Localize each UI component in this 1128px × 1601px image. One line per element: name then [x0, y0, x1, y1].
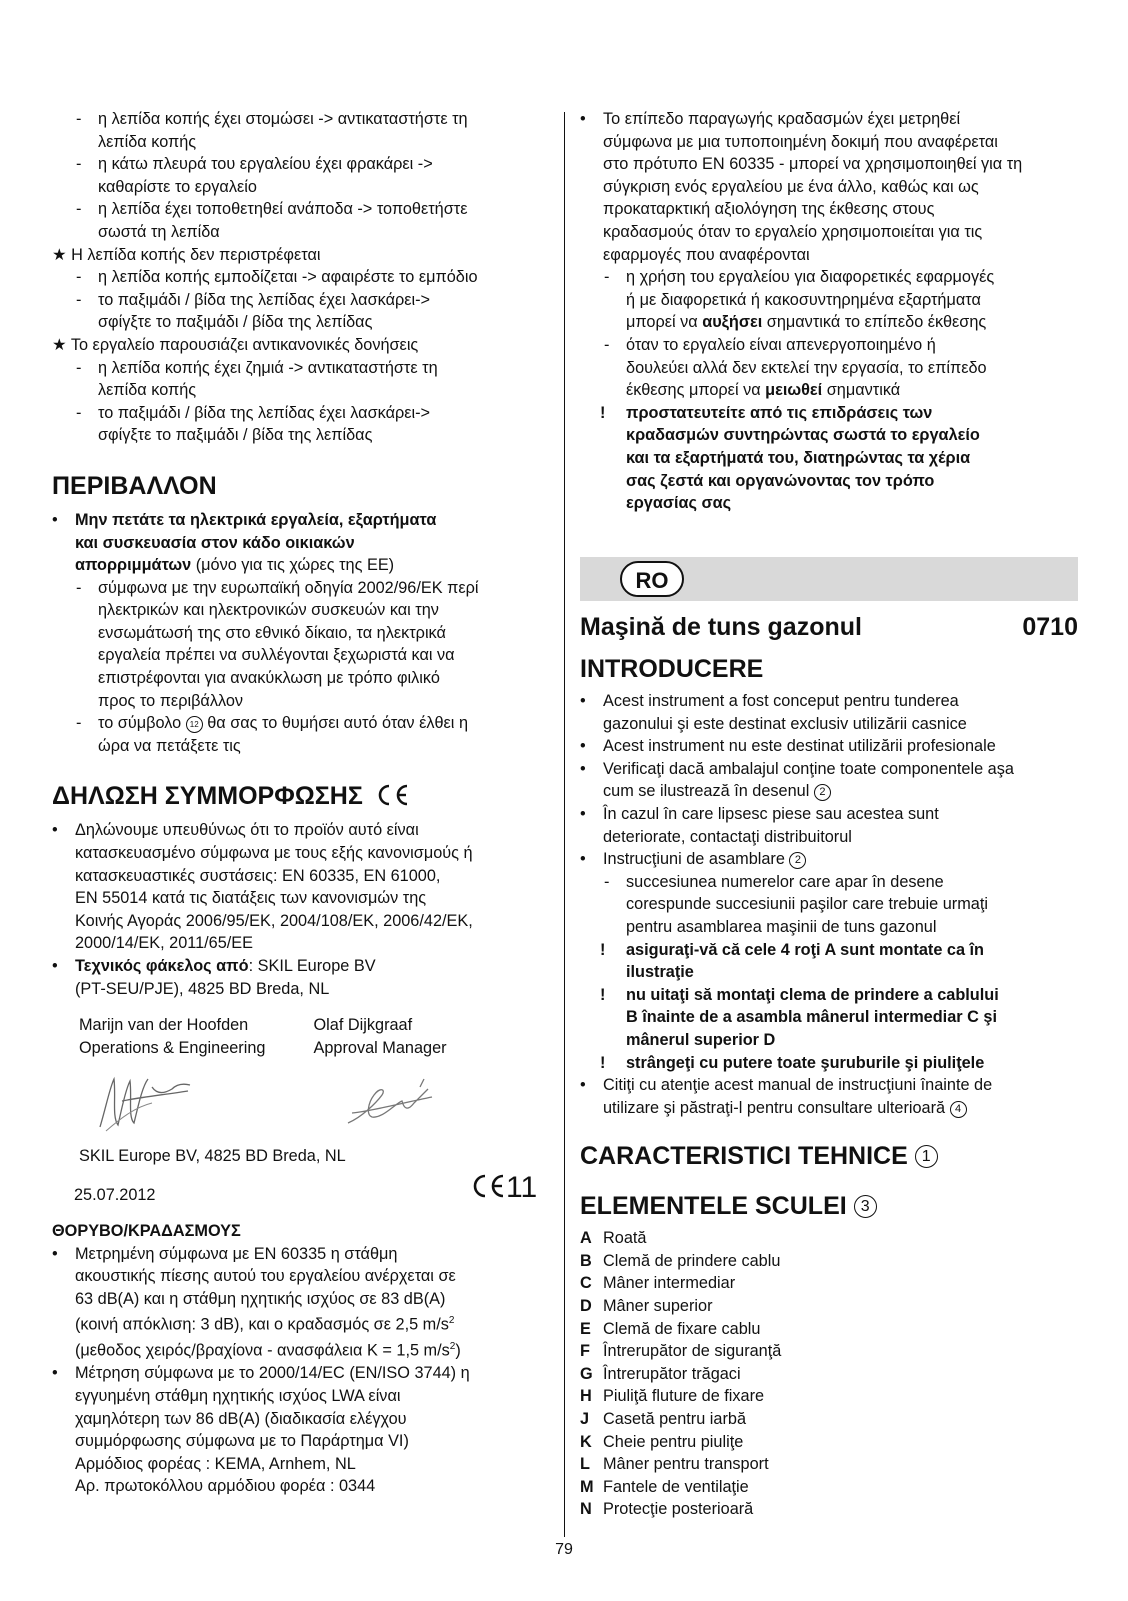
element-label: Mâner superior [603, 1297, 713, 1316]
intro-text: Instrucţiuni de asamblare [603, 850, 790, 869]
text-line: το παξιμάδι / βίδα της λεπίδας έχει λασκάρει-> [98, 403, 431, 422]
text-line: ηλεκτρικών και ηλεκτρονικών συσκευών και την [98, 601, 439, 620]
dash-marker: - [76, 290, 82, 309]
company-address: SKIL Europe BV, 4825 BD Breda, NL [79, 1147, 346, 1166]
symbol-ref-12: 12 [186, 716, 203, 733]
assembly-warning-1: ! asiguraţi-vă că cele 4 roţi A sunt montate ca în ilustraţie [600, 940, 984, 982]
env-note: (μόνο για τις χώρες της ΕΕ) [191, 556, 395, 575]
technical-file-label: Τεχνικός φάκελος από [75, 957, 249, 975]
text-line: καθαρίστε το εργαλείο [98, 177, 257, 196]
troubleshoot-item [52, 198, 548, 243]
element-letter: C [580, 1274, 592, 1293]
vibration-sub-1: - η χρήση του εργαλείου για διαφορετικές εφαρμογές ή με διαφορετικά ή κακοσυντηρημένα εξαρτήματα μπορεί να αυξήσει σημαντικά το επίπεδο έκθεσης [604, 268, 995, 332]
text-line: εργαλεία πρέπει να συλλέγονται ξεχωριστά και να [98, 646, 455, 665]
vibration-line: σημαντικά [822, 381, 901, 400]
text-line: Μετρημένη σύμφωνα με EN 60335 η στάθμη [75, 1244, 398, 1263]
text-line: În cazul în care lipsesc piese sau acestea sunt [603, 804, 939, 823]
vibration-line: σημαντικά το επίπεδο έκθεσης [762, 313, 987, 332]
text-line: Δηλώνουμε υπευθύνως ότι το προϊόν αυτό είναι [75, 821, 419, 840]
text-line: επιστρέφονται για ανακύκλωση με τρόπο φιλικό [98, 669, 440, 688]
superscript: 2 [448, 1315, 455, 1327]
environment-sub-1: - σύμφωνα με την ευρωπαϊκή οδηγία 2002/96/ΕΚ περί ηλεκτρικών και ηλεκτρονικών συσκευών και την ενσωμάτωσή της στο εθνικό δίκαιο, τα ηλεκτρικά εργαλεία πρέπει να συλλέγονται ξεχωριστά και να επιστρέφονται για ανακύκλωση με τρόπο φιλικό προς το περιβάλλον [76, 578, 479, 710]
ce-mark-icon [374, 784, 410, 806]
declaration-bullet: • Δηλώνουμε υπευθύνως ότι το προϊόν αυτό είναι κατασκευασμένο σύμφωνα με τους εξής κανονισμούς ή κατασκευαστικές συστάσεις: EN 60335, EN 61000, EN 55014 κατά τις διατάξεις των κανονισμών της Κοινής Αγοράς 2006/95/ΕΚ, 2004/108/ΕΚ, 2006/42/ΕΚ, 2000/14/ΕΚ, 2011/65/ΕΕ [52, 821, 473, 953]
troubleshoot-item [52, 357, 548, 402]
specs-title: CARACTERISTICI TEHNICE [580, 1142, 915, 1171]
text-line: κραδασμών συντηρώντας σωστά το εργαλείο [626, 426, 980, 445]
intro-bullet: • Citiţi cu atenţie acest manual de instrucţiuni înainte de utilizare şi păstraţi-l pentru consultare ulterioară 4 [580, 1076, 993, 1117]
declaration-heading [52, 781, 548, 811]
element-letter: A [580, 1229, 592, 1248]
env-symbol-text: θα σας το θυμήσει αυτό όταν έλθει η [202, 714, 469, 733]
element-item [580, 1318, 1078, 1341]
element-item [580, 1476, 1078, 1499]
element-label: Roată [603, 1229, 647, 1248]
vibration-emphasis: αυξήσει [702, 313, 763, 332]
signatories [79, 1014, 548, 1059]
figure-ref-2: 2 [814, 784, 831, 801]
signatory-2-name: Olaf Dijkgraaf [313, 1016, 413, 1035]
text-line: Αρμόδιος φορέας : KEMA, Arnhem, NL [75, 1454, 356, 1473]
element-letter: J [580, 1410, 590, 1429]
text-line: Αρ. πρωτοκόλλου αρμόδιου φορέα : 0344 [75, 1477, 376, 1496]
text-line: κραδασμούς όταν το εργαλείο χρησιμοποιείται για τις [603, 222, 983, 241]
intro-text: Verificaţi dacă ambalajul conţine toate componentele aşa [603, 759, 1014, 778]
text-line: προκαταρκτική αξιολόγηση της έκθεσης στους [603, 200, 935, 219]
text-line: pentru asamblarea maşinii de tuns gazonul [626, 917, 937, 936]
environment-heading: ΠΕΡΙΒΑΛΛΟΝ [52, 471, 217, 500]
element-letter: H [580, 1387, 592, 1406]
signatory-2-role: Approval Manager [313, 1038, 447, 1057]
text-line: σφίγξτε το παξιμάδι / βίδα της λεπίδας [98, 313, 373, 332]
element-letter: F [580, 1342, 590, 1361]
env-bold-line: απορριμμάτων [75, 556, 192, 575]
vibration-emphasis: μειωθεί [765, 381, 823, 400]
element-label: Întrerupător trăgaci [603, 1364, 741, 1383]
warning-text: strângeţi cu putere toate şuruburile şi piuliţele [626, 1053, 985, 1072]
element-label: Întrerupător de siguranţă [603, 1342, 782, 1361]
noise-line: (κοινή απόκλιση: 3 dB), και ο κραδασμός σε 2,5 m/s [75, 1315, 449, 1334]
troubleshoot-list-c [52, 357, 548, 447]
assembly-warning-2: ! nu uitaţi să montaţi clema de prindere a cablului B înainte de a asambla mânerul intermediar C şi mânerul superior D [600, 985, 999, 1049]
element-letter: G [580, 1364, 593, 1383]
troubleshoot-item [52, 289, 548, 334]
dash-marker: - [76, 200, 82, 219]
element-item [580, 1385, 1078, 1408]
text-line: nu uitaţi să montaţi clema de prindere a cablului [626, 985, 999, 1004]
figure-ref-1: 1 [915, 1145, 938, 1168]
text-line: ilustraţie [626, 963, 694, 982]
product-title: Maşină de tuns gazonul [580, 613, 862, 641]
text-line: gazonului şi este destinat exclusiv utilizării casnice [603, 714, 967, 733]
element-letter: L [580, 1455, 590, 1474]
signature-area [52, 1059, 548, 1145]
date-row [52, 1170, 548, 1214]
left-column [52, 108, 548, 1498]
vibration-line: δουλεύει αλλά δεν εκτελεί την εργασία, το επίπεδο [626, 358, 987, 377]
vibration-line: όταν το εργαλείο είναι απενεργοποιημένο ή [626, 335, 936, 354]
intro-bullet: • Instrucţiuni de asamblare 2 [580, 848, 1078, 871]
assembly-warning-3: ! strângeţi cu putere toate şuruburile şi piuliţele [580, 1052, 1078, 1075]
env-bold-line: και συσκευασία στον κάδο οικιακών [75, 533, 355, 552]
signatory-1-role: Operations & Engineering [79, 1038, 266, 1057]
noise-line: ) [455, 1341, 461, 1360]
intro-text: utilizare şi păstraţi-l pentru consultare ulterioară [603, 1098, 950, 1117]
noise-heading: ΘΟΡΥΒΟ/ΚΡΑΔΑΣΜΟΥΣ [52, 1221, 241, 1240]
vibration-line: ή με διαφορετικά ή κακοσυντηρημένα εξαρτήματα [626, 290, 981, 309]
element-label: Mâner intermediar [603, 1274, 736, 1293]
right-column [580, 108, 1078, 515]
intro-sub: - succesiunea numerelor care apar în desene corespunde succesiunii paşilor care trebuie urmaţi pentru asamblarea maşinii de tuns gazonul [604, 872, 988, 936]
dash-marker: - [76, 110, 82, 128]
symptom-abnormal-vibration: ★ Το εργαλείο παρουσιάζει αντικανονικές δονήσεις [52, 335, 419, 354]
text-line: η λεπίδα κοπής έχει στομώσει -> αντικαταστήστε τη [98, 110, 468, 128]
element-label: Clemă de prindere cablu [603, 1251, 781, 1270]
element-item [580, 1272, 1078, 1295]
text-line: mânerul superior D [626, 1030, 776, 1049]
environment-sub-2: - το σύμβολο 12 θα σας το θυμήσει αυτό όταν έλθει η ώρα να πετάξετε τις [76, 714, 469, 755]
superscript: 2 [449, 1341, 456, 1353]
text-line: εφαρμογές που αναφέρονται [603, 245, 810, 264]
noise-bullet-1: • Μετρημένη σύμφωνα με EN 60335 η στάθμη ακουστικής πίεσης αυτού του εργαλείου ανέρχεται σε 63 dB(A) και η στάθμη ηχητικής ισχύος σε 83 dB(A) (κοινή απόκλιση: 3 dB), και ο κραδασμός σε 2,5 $m/s^2$ (μεθοδος χειρός/βραχίονα - ανασφάλεια K = 1,5 $m/s^2$) [52, 1244, 461, 1360]
element-label: Casetă pentru iarbă [603, 1410, 747, 1429]
element-item [580, 1227, 1078, 1250]
column-divider [564, 112, 565, 1537]
language-band [580, 557, 1078, 601]
element-letter: N [580, 1500, 592, 1519]
environment-bullet: • Μην πετάτε τα ηλεκτρικά εργαλεία, εξαρτήματα και συσκευασία στον κάδο οικιακών απορριμμάτων (μόνο για τις χώρες της ΕΕ) [52, 510, 437, 575]
text-line: deteriorate, contactaţi distribuitorul [603, 827, 852, 846]
ce-year: 11 [506, 1170, 538, 1204]
introduction-heading: INTRODUCERE [580, 655, 764, 683]
troubleshoot-item [52, 266, 548, 289]
intro-text: Citiţi cu atenţie acest manual de instrucţiuni înainte de [603, 1076, 993, 1095]
text-line: 2000/14/ΕΚ, 2011/65/ΕΕ [75, 934, 254, 953]
text-line: προστατευτείτε από τις επιδράσεις των [626, 403, 933, 422]
text-line: corespunde succesiunii paşilor care trebuie urmaţi [626, 895, 988, 914]
dash-marker: - [76, 268, 82, 287]
text-line: η λεπίδα έχει τοποθετηθεί ανάποδα -> τοποθετήστε [98, 200, 468, 219]
signature-1-image [92, 1067, 202, 1137]
language-badge: RO [620, 561, 684, 597]
vibration-warning: ! προστατευτείτε από τις επιδράσεις των κραδασμών συντηρώντας σωστά το εργαλείο και τα εξαρτήματά του, διατηρώντας τα χέρια σας ζεστά και οργανώνοντας τον τρόπο εργασίας σας [600, 403, 980, 513]
element-item [580, 1340, 1078, 1363]
text-line: συμμόρφωσης σύμφωνα με το Παράρτημα VI) [75, 1432, 409, 1451]
product-title-row [580, 612, 1078, 642]
text-line: σύμφωνα με την ευρωπαϊκή οδηγία 2002/96/ΕΚ περί [98, 578, 479, 597]
symptom-blade-not-rotating: ★ Η λεπίδα κοπής δεν περιστρέφεται [52, 245, 321, 264]
ce-mark-icon [470, 1174, 506, 1198]
env-symbol-text: ώρα να πετάξετε τις [98, 736, 241, 755]
text-line: EN 55014 κατά τις διατάξεις των κανονισμών της [75, 889, 427, 908]
text-line: στο πρότυπο EN 60335 - μπορεί να χρησιμοποιηθεί για τη [603, 155, 1023, 174]
text-line: λεπίδα κοπής [98, 381, 197, 400]
text-line: κατασκευαστικές συστάσεις: EN 60335, EN 61000, [75, 866, 441, 885]
element-item [580, 1408, 1078, 1431]
text-line: Το επίπεδο παραγωγής κραδασμών έχει μετρηθεί [603, 110, 961, 128]
element-label: Mâner pentru transport [603, 1455, 769, 1474]
technical-file-bullet: • Τεχνικός φάκελος από: SKIL Europe BV (PT-SEU/PJE), 4825 BD Breda, NL [52, 957, 376, 998]
text-line: succesiunea numerelor care apar în desene [626, 872, 944, 891]
element-letter: K [580, 1432, 592, 1451]
text-line: κατασκευασμένο σύμφωνα με τους εξής κανονισμούς ή [75, 844, 473, 863]
text-line: asiguraţi-vă că cele 4 roţi A sunt montate ca în [626, 940, 984, 959]
signature-2-image [342, 1073, 442, 1133]
intro-bullet: • Verificaţi dacă ambalajul conţine toate componentele aşa cum se ilustrează în desenul 2 [580, 759, 1014, 801]
troubleshoot-list-a [52, 108, 548, 244]
troubleshoot-list-b [52, 266, 548, 334]
intro-bullet: • În cazul în care lipsesc piese sau acestea sunt deteriorate, contactaţi distribuitorul [580, 804, 939, 846]
element-letter: B [580, 1251, 592, 1270]
text-line: εργασίας σας [626, 494, 732, 513]
element-label: Clemă de fixare cablu [603, 1319, 761, 1338]
element-letter: M [580, 1477, 594, 1496]
text-line: σας ζεστά και οργανώνοντας τον τρόπο [626, 471, 935, 490]
element-letter: D [580, 1297, 592, 1316]
text-line: B înainte de a asambla mânerul intermediar C şi [626, 1008, 997, 1027]
text-line: σύμφωνα με μια τυποποιημένη δοκιμή που αναφέρεται [603, 132, 998, 151]
text-line: η λεπίδα κοπής εμποδίζεται -> αφαιρέστε το εμπόδιο [98, 268, 478, 287]
element-item [580, 1453, 1078, 1476]
element-item [580, 1363, 1078, 1386]
text-line: και τα εξαρτήματά του, διατηρώντας τα χέρια [626, 448, 971, 467]
declaration-date: 25.07.2012 [74, 1185, 156, 1204]
right-column-ro [580, 612, 1078, 1521]
ce-mark-year [470, 1170, 538, 1204]
figure-ref-2: 2 [789, 852, 806, 869]
element-item [580, 1431, 1078, 1454]
specs-heading [580, 1141, 1078, 1171]
elements-title: ELEMENTELE SCULEI [580, 1192, 854, 1221]
text-line: Acest instrument a fost conceput pentru tunderea [603, 692, 959, 710]
text-line: προς το περιβάλλον [98, 691, 244, 710]
element-letter: E [580, 1319, 591, 1338]
element-item [580, 1498, 1078, 1521]
env-symbol-text: το σύμβολο [98, 714, 186, 733]
text-line: λεπίδα κοπής [98, 132, 197, 151]
declaration-title: ΔΗΛΩΣΗ ΣΥΜΜΟΡΦΩΣΗΣ [52, 782, 363, 811]
figure-ref-4: 4 [950, 1101, 967, 1118]
vibration-bullet: • Το επίπεδο παραγωγής κραδασμών έχει μετρηθεί σύμφωνα με μια τυποποιημένη δοκιμή που αναφέρεται στο πρότυπο EN 60335 - μπορεί να χρησιμοποιηθεί για τη σύγκριση ενός εργαλείου με ένα άλλο, καθώς και ως προκαταρκτική αξιολόγηση της έκθεσης στους κραδασμούς όταν το εργαλείο χρησιμοποιείται για τις εφαρμογές που αναφέρονται [580, 110, 1023, 264]
text-line: η κάτω πλευρά του εργαλείου έχει φρακάρει -> [98, 155, 433, 174]
product-code: 0710 [1022, 613, 1078, 641]
dash-marker: - [76, 358, 82, 377]
intro-text: cum se ilustrează în desenul [603, 782, 814, 801]
vibration-line: έκθεσης μπορεί να [626, 381, 766, 400]
text-line: εγγυημένη στάθμη ηχητικής ισχύος LWA είναι [75, 1386, 401, 1405]
element-item [580, 1295, 1078, 1318]
text-line: Κοινής Αγοράς 2006/95/ΕΚ, 2004/108/ΕΚ, 2006/42/ΕΚ, [75, 911, 473, 930]
text-line: χαμηλότερη των 86 dB(A) (διαδικασία ελέγχου [75, 1409, 407, 1428]
intro-bullet: • Acest instrument nu este destinat utilizării profesionale [580, 735, 1078, 758]
element-label: Cheie pentru piuliţe [603, 1432, 744, 1451]
text-line: σύγκριση ενός εργαλείου με ένα άλλο, καθώς και ως [603, 177, 979, 196]
vibration-sub-2: - όταν το εργαλείο είναι απενεργοποιημένο ή δουλεύει αλλά δεν εκτελεί την εργασία, το επίπεδο έκθεσης μπορεί να μειωθεί σημαντικά [604, 335, 987, 400]
noise-bullet-2: • Μέτρηση σύμφωνα με το 2000/14/EC (EN/ISO 3744) η εγγυημένη στάθμη ηχητικής ισχύος LWA είναι χαμηλότερη των 86 dB(A) (διαδικασία ελέγχου συμμόρφωσης σύμφωνα με το Παράρτημα VI) Αρμόδιος φορέας : KEMA, Arnhem, NL Αρ. πρωτοκόλλου αρμόδιου φορέα : 0344 [52, 1364, 470, 1496]
troubleshoot-item [52, 402, 548, 447]
elements-heading [580, 1191, 1078, 1221]
element-item [580, 1250, 1078, 1273]
noise-line: (μεθοδος χειρός/βραχίονα - ανασφάλεια K = 1,5 m/s [75, 1341, 450, 1360]
dash-marker: - [76, 403, 82, 422]
technical-file-address: (PT-SEU/PJE), 4825 BD Breda, NL [75, 979, 330, 998]
text-line: το παξιμάδι / βίδα της λεπίδας έχει λασκάρει-> [98, 290, 431, 309]
dash-marker: - [76, 155, 82, 174]
element-label: Protecţie posterioară [603, 1500, 754, 1519]
technical-file-value: : SKIL Europe BV [248, 957, 376, 975]
figure-ref-3: 3 [854, 1195, 877, 1218]
troubleshoot-item [52, 153, 548, 198]
env-bold-line: Μην πετάτε τα ηλεκτρικά εργαλεία, εξαρτήματα [75, 510, 437, 529]
page-number: 79 [555, 1541, 573, 1558]
tool-elements-list [580, 1227, 1078, 1521]
troubleshoot-item [52, 108, 548, 153]
intro-bullet: • Acest instrument a fost conceput pentru tunderea gazonului şi este destinat exclusiv utilizării casnice [580, 692, 967, 733]
text-line: 63 dB(A) και η στάθμη ηχητικής ισχύος σε 83 dB(A) [75, 1289, 446, 1308]
vibration-line: μπορεί να [626, 313, 703, 332]
element-label: Fantele de ventilaţie [603, 1477, 749, 1496]
text-line: ακουστικής πίεσης αυτού του εργαλείου ανέρχεται σε [75, 1267, 456, 1286]
vibration-line: η χρήση του εργαλείου για διαφορετικές εφαρμογές [626, 268, 995, 287]
text-line: σωστά τη λεπίδα [98, 222, 220, 241]
text-line: Μέτρηση σύμφωνα με το 2000/14/EC (EN/ISO 3744) η [75, 1364, 470, 1383]
text-line: σφίγξτε το παξιμάδι / βίδα της λεπίδας [98, 426, 373, 445]
signatory-1-name: Marijn van der Hoofden [79, 1016, 249, 1035]
intro-text: Acest instrument nu este destinat utilizării profesionale [603, 737, 996, 756]
element-label: Piuliţă fluture de fixare [603, 1387, 765, 1406]
text-line: ενσωμάτωσή της στο εθνικό δίκαιο, τα ηλεκτρικά [98, 623, 446, 642]
text-line: η λεπίδα κοπής έχει ζημιά -> αντικαταστήστε τη [98, 358, 438, 377]
